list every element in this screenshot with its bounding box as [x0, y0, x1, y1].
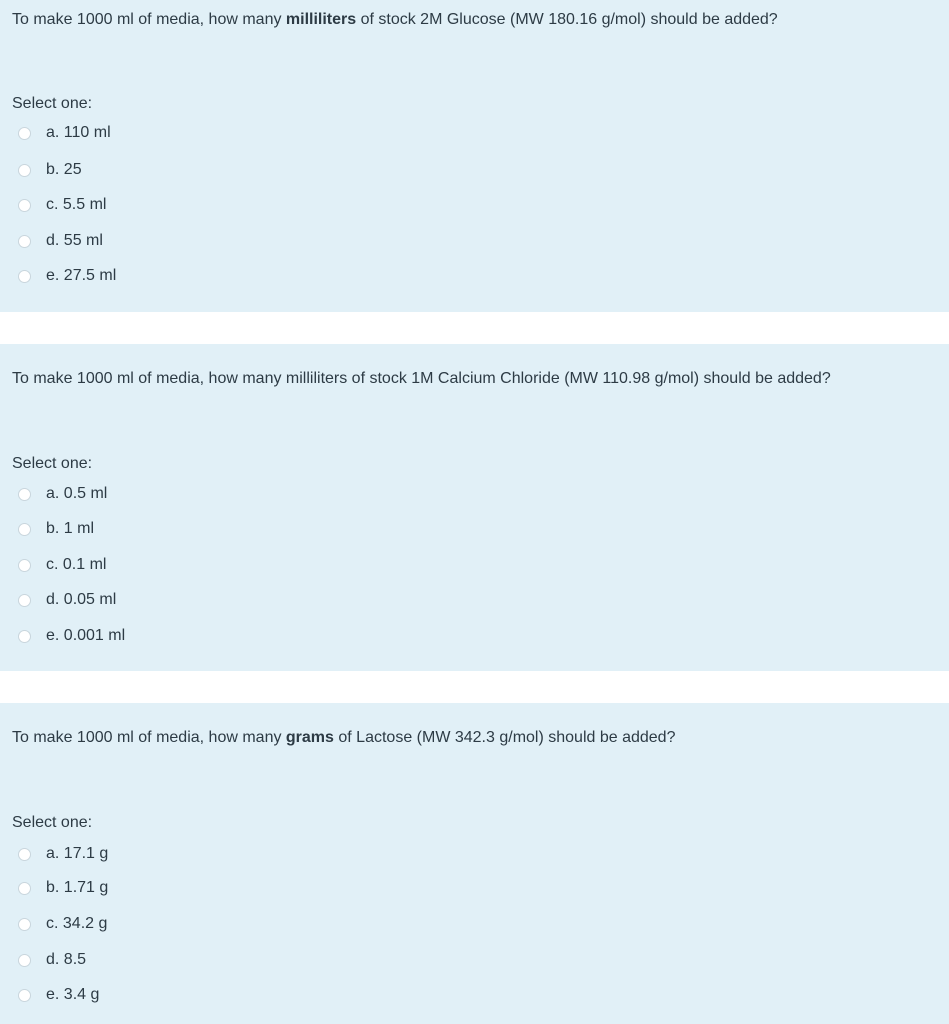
question-1-option-e[interactable] [18, 265, 116, 287]
question-3-prompt: Select one: [12, 814, 93, 831]
question-3-option-e[interactable] [18, 984, 99, 1006]
option-label: d. 8.5 [46, 951, 87, 968]
radio-button[interactable] [18, 488, 31, 501]
question-3-option-a[interactable] [18, 843, 108, 865]
radio-button[interactable] [18, 199, 31, 212]
radio-button[interactable] [18, 989, 31, 1002]
question-1 [0, 0, 949, 312]
question-2-option-b[interactable] [18, 518, 94, 540]
question-2-text [12, 369, 831, 389]
radio-button[interactable] [18, 270, 31, 283]
radio-button[interactable] [18, 523, 31, 536]
question-1-prompt: Select one: [12, 95, 93, 112]
radio-button[interactable] [18, 848, 31, 861]
question-3-text-part-1: To make 1000 ml of media, how many [12, 729, 286, 746]
radio-button[interactable] [18, 594, 31, 607]
option-label: d. 55 ml [46, 232, 103, 249]
option-label: b. 1.71 g [46, 879, 109, 896]
question-3 [0, 703, 949, 1024]
question-1-text-emphasis: milliliters [285, 11, 357, 28]
radio-button[interactable] [18, 127, 31, 140]
question-2-prompt: Select one: [12, 455, 93, 472]
question-1-option-b[interactable] [18, 159, 82, 181]
option-label: d. 0.05 ml [46, 591, 117, 608]
question-1-text [12, 10, 778, 30]
option-label: b. 1 ml [46, 520, 95, 537]
question-3-text [12, 728, 675, 748]
question-1-text-part-2: of stock 2M Glucose (MW 180.16 g/mol) should be added? [356, 11, 778, 28]
question-1-option-a[interactable] [18, 122, 111, 144]
radio-button[interactable] [18, 918, 31, 931]
question-1-option-d[interactable] [18, 230, 103, 252]
question-2 [0, 344, 949, 671]
question-3-text-emphasis: grams [285, 729, 334, 746]
option-label: e. 27.5 ml [46, 267, 117, 284]
option-label: b. 25 [46, 161, 82, 178]
question-2-option-c[interactable] [18, 554, 106, 576]
radio-button[interactable] [18, 630, 31, 643]
radio-button[interactable] [18, 954, 31, 967]
question-3-option-d[interactable] [18, 949, 86, 971]
radio-button[interactable] [18, 164, 31, 177]
question-1-text-part-1: To make 1000 ml of media, how many [12, 11, 286, 28]
question-2-text-part-1: To make 1000 ml of media, how many milliliters of stock 1M Calcium Chloride (MW 110.98 g/mol) should be added? [12, 370, 831, 387]
radio-button[interactable] [18, 559, 31, 572]
question-1-option-c[interactable] [18, 194, 106, 216]
option-label: a. 17.1 g [46, 845, 109, 862]
option-label: c. 0.1 ml [46, 556, 107, 573]
question-2-option-e[interactable] [18, 625, 125, 647]
question-3-option-c[interactable] [18, 913, 107, 935]
question-3-text-part-2: of Lactose (MW 342.3 g/mol) should be added? [333, 729, 676, 746]
question-3-option-b[interactable] [18, 877, 108, 899]
radio-button[interactable] [18, 882, 31, 895]
radio-button[interactable] [18, 235, 31, 248]
question-2-option-a[interactable] [18, 483, 107, 505]
option-label: a. 110 ml [46, 124, 111, 141]
option-label: e. 3.4 g [46, 986, 100, 1003]
question-2-option-d[interactable] [18, 589, 116, 611]
option-label: e. 0.001 ml [46, 627, 126, 644]
option-label: c. 5.5 ml [46, 196, 107, 213]
option-label: a. 0.5 ml [46, 485, 108, 502]
option-label: c. 34.2 g [46, 915, 108, 932]
